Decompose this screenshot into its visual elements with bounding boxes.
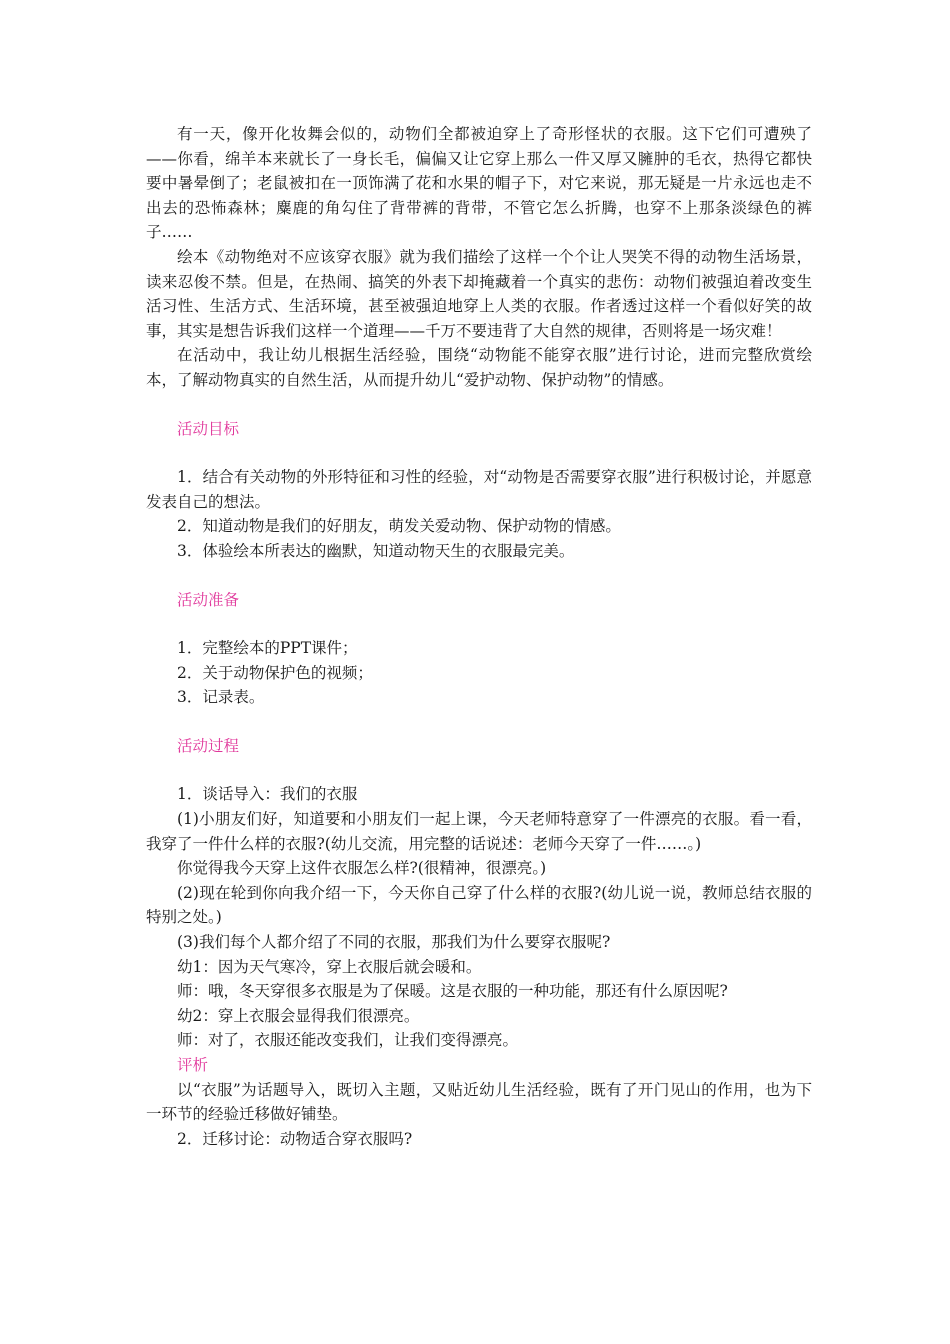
process-line-7: 幼2：穿上衣服会显得我们很漂亮。 [177, 1006, 420, 1025]
process-line-8: 师：对了，衣服还能改变我们，让我们变得漂亮。 [177, 1031, 519, 1050]
goals-item-1: 1．结合有关动物的外形特征和习性的经验，对“动物是否需要穿衣服”进行积极讨论，并愿意发表自己的想法。 [146, 468, 812, 511]
document-page [146, 122, 812, 1151]
prep-list [146, 636, 812, 710]
prep-heading: 活动准备 [177, 590, 240, 609]
process-line-4: (3)我们每个人都介绍了不同的衣服，那我们为什么要穿衣服呢? [177, 933, 611, 952]
comment-heading: 评析 [177, 1056, 209, 1074]
goals-item-3: 3．体验绘本所表达的幽默，知道动物天生的衣服最完美。 [177, 541, 575, 560]
goals-list [146, 465, 812, 563]
prep-item-3: 3．记录表。 [177, 688, 265, 707]
process-line-2: 你觉得我今天穿上这件衣服怎么样?(很精神，很漂亮。) [177, 859, 547, 878]
prep-item-2: 2．关于动物保护色的视频； [177, 663, 373, 682]
intro-paragraph-1: 有一天，像开化妆舞会似的，动物们全都被迫穿上了奇形怪状的衣服。这下它们可遭殃了——你看，绵羊本来就长了一身长毛，偏偏又让它穿上那么一件又厚又臃肿的毛衣，热得它都快要中暑晕倒了；老鼠被扣在一顶饰满了花和水果的帽子下，对它来说，那无疑是一片永远也走不出去的恐怖森林；麋鹿的角勾住了背带裤的背带，不管它怎么折腾，也穿不上那条淡绿色的裤子…… [146, 125, 812, 242]
process-body [146, 782, 812, 1151]
goals-heading: 活动目标 [177, 419, 240, 438]
comment-paragraph: 以“衣服”为话题导入，既切入主题，又贴近幼儿生活经验，既有了开门见山的作用，也为下一环节的经验迁移做好铺垫。 [146, 1080, 812, 1124]
process-step-1-title: 1．谈话导入：我们的衣服 [177, 785, 358, 804]
process-line-5: 幼1：因为天气寒冷，穿上衣服后就会暖和。 [177, 957, 482, 976]
goals-item-2: 2．知道动物是我们的好朋友，萌发关爱动物、保护动物的情感。 [177, 517, 621, 536]
process-heading: 活动过程 [177, 736, 240, 755]
prep-item-1: 1．完整绘本的PPT课件； [177, 639, 358, 658]
intro-paragraph-3: 在活动中，我让幼儿根据生活经验，围绕“动物能不能穿衣服”进行讨论，进而完整欣赏绘本，了解动物真实的自然生活，从而提升幼儿“爱护动物、保护动物”的情感。 [146, 346, 812, 389]
intro-paragraph-2: 绘本《动物绝对不应该穿衣服》就为我们描绘了这样一个个让人哭笑不得的动物生活场景，读来忍俊不禁。但是，在热闹、搞笑的外表下却掩藏着一个真实的悲伤：动物们被强迫着改变生活习性、生活方式、生活环境，甚至被强迫地穿上人类的衣服。作者透过这样一个看似好笑的故事，其实是想告诉我们这样一个道理——千万不要违背了大自然的规律，否则将是一场灾难！ [146, 247, 812, 340]
process-line-6: 师：哦，冬天穿很多衣服是为了保暖。这是衣服的一种功能，那还有什么原因呢? [177, 982, 728, 1001]
process-line-3: (2)现在轮到你向我介绍一下，今天你自己穿了什么样的衣服?(幼儿说一说，教师总结衣服的特别之处。) [146, 883, 812, 927]
process-step-2-title: 2．迁移讨论：动物适合穿衣服吗? [177, 1129, 413, 1148]
process-line-1: (1)小朋友们好，知道要和小朋友们一起上课，今天老师特意穿了一件漂亮的衣服。看一看，我穿了一件什么样的衣服?(幼儿交流，用完整的话说述：老师今天穿了一件……。) [146, 810, 812, 853]
